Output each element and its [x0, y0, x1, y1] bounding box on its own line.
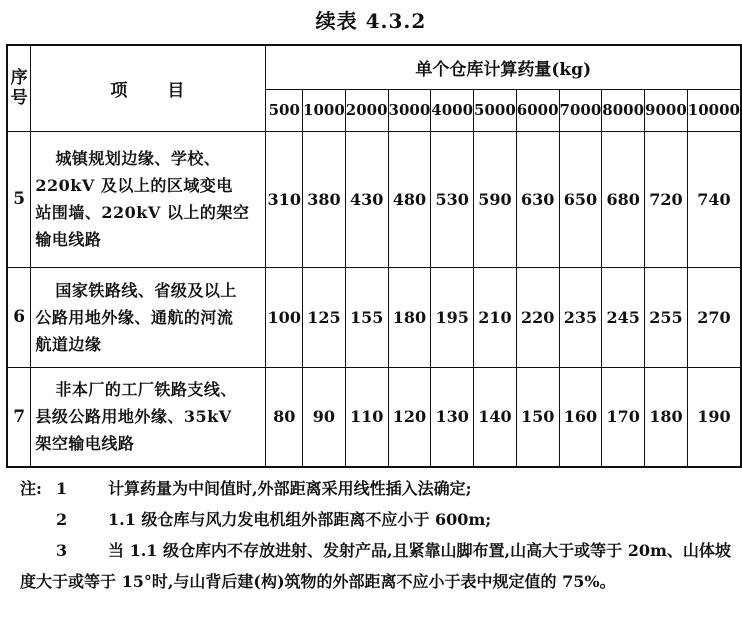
note-text: 当 1.1 级仓库内不存放进射、发射产品,且紧靠山脚布置,山高大于或等于 20m、山体坡度大于或等于 15°时,与山背后建(构)筑物的外部距离不应小于表中规定值的 75%。 [20, 541, 731, 591]
distance-value: 160 [559, 367, 602, 467]
distance-value: 255 [645, 267, 688, 367]
distance-value: 720 [645, 131, 688, 267]
row-item [31, 367, 266, 467]
distance-value: 480 [388, 131, 431, 267]
distance-value: 680 [602, 131, 645, 267]
capacity-header-9000: 9000 [645, 89, 688, 131]
distance-value: 80 [266, 367, 303, 467]
capacity-header-5000: 5000 [474, 89, 517, 131]
row-item-line: 输电线路 [35, 230, 102, 249]
distance-value: 170 [602, 367, 645, 467]
distance-value: 220 [516, 267, 559, 367]
row-item-line: 公路用地外缘、通航的河流 [35, 307, 234, 327]
notes-section [20, 473, 735, 597]
row-item-line: 国家铁路线、省级及以上 [55, 280, 237, 300]
note-number: 1 [56, 479, 68, 498]
table-title: 续表 4.3.2 [315, 9, 427, 33]
capacity-header-1000: 1000 [303, 89, 346, 131]
distance-value: 155 [345, 267, 388, 367]
distance-value: 245 [602, 267, 645, 367]
capacity-header-3000: 3000 [388, 89, 431, 131]
table-row [7, 367, 741, 467]
table-row [7, 267, 741, 367]
distance-value: 590 [474, 131, 517, 267]
capacity-header-10000: 10000 [687, 89, 741, 131]
distance-value: 740 [687, 131, 741, 267]
note-item [20, 535, 735, 597]
distance-value: 100 [266, 267, 303, 367]
distance-value: 210 [474, 267, 517, 367]
distance-value: 110 [345, 367, 388, 467]
distance-value: 150 [516, 367, 559, 467]
distance-value: 430 [345, 131, 388, 267]
row-item [31, 267, 266, 367]
distance-value: 190 [687, 367, 741, 467]
row-item-line: 架空输电线路 [35, 434, 135, 454]
row-seq: 7 [7, 367, 31, 467]
distance-value: 650 [559, 131, 602, 267]
distance-value: 180 [645, 367, 688, 467]
row-item-line: 非本厂的工厂铁路支线、 [55, 380, 237, 400]
distance-value: 630 [516, 131, 559, 267]
distance-value: 125 [303, 267, 346, 367]
distance-value: 130 [431, 367, 474, 467]
distance-table [6, 44, 742, 468]
row-item-line: 城镇规划边缘、学校、 [55, 149, 221, 168]
row-item-line: 航道边缘 [35, 334, 102, 354]
capacity-header-8000: 8000 [602, 89, 645, 131]
header-seq [7, 45, 31, 131]
distance-value: 120 [388, 367, 431, 467]
note-number: 3 [56, 541, 68, 560]
note-text: 1.1 级仓库与风力发电机组外部距离不应小于 600m; [108, 510, 492, 529]
capacity-header-6000: 6000 [516, 89, 559, 131]
distance-value: 235 [559, 267, 602, 367]
note-item [20, 473, 735, 504]
distance-value: 530 [431, 131, 474, 267]
header-seq-label: 序 号 [10, 68, 28, 109]
notes-label: 注: [20, 479, 42, 498]
distance-value: 380 [303, 131, 346, 267]
table-row [7, 131, 741, 267]
note-item [20, 504, 735, 535]
note-text: 计算药量为中间值时,外部距离采用线性插入法确定; [108, 479, 472, 498]
distance-value: 90 [303, 367, 346, 467]
header-item: 项 目 [31, 45, 266, 131]
row-item-line: 站围墙、220kV 以上的架空 [35, 203, 250, 222]
distance-value: 180 [388, 267, 431, 367]
capacity-header-500: 500 [266, 89, 303, 131]
distance-value: 310 [266, 131, 303, 267]
capacity-header-7000: 7000 [559, 89, 602, 131]
distance-value: 270 [687, 267, 741, 367]
capacity-header-2000: 2000 [345, 89, 388, 131]
distance-value: 195 [431, 267, 474, 367]
note-number: 2 [56, 510, 68, 529]
row-item [31, 131, 266, 267]
row-item-line: 220kV 及以上的区域变电 [35, 176, 233, 195]
row-seq: 5 [7, 131, 31, 267]
row-seq: 6 [7, 267, 31, 367]
header-capacity-group: 单个仓库计算药量(kg) [266, 45, 741, 89]
distance-value: 140 [474, 367, 517, 467]
row-item-line: 县级公路用地外缘、35kV [35, 407, 232, 427]
capacity-header-4000: 4000 [431, 89, 474, 131]
